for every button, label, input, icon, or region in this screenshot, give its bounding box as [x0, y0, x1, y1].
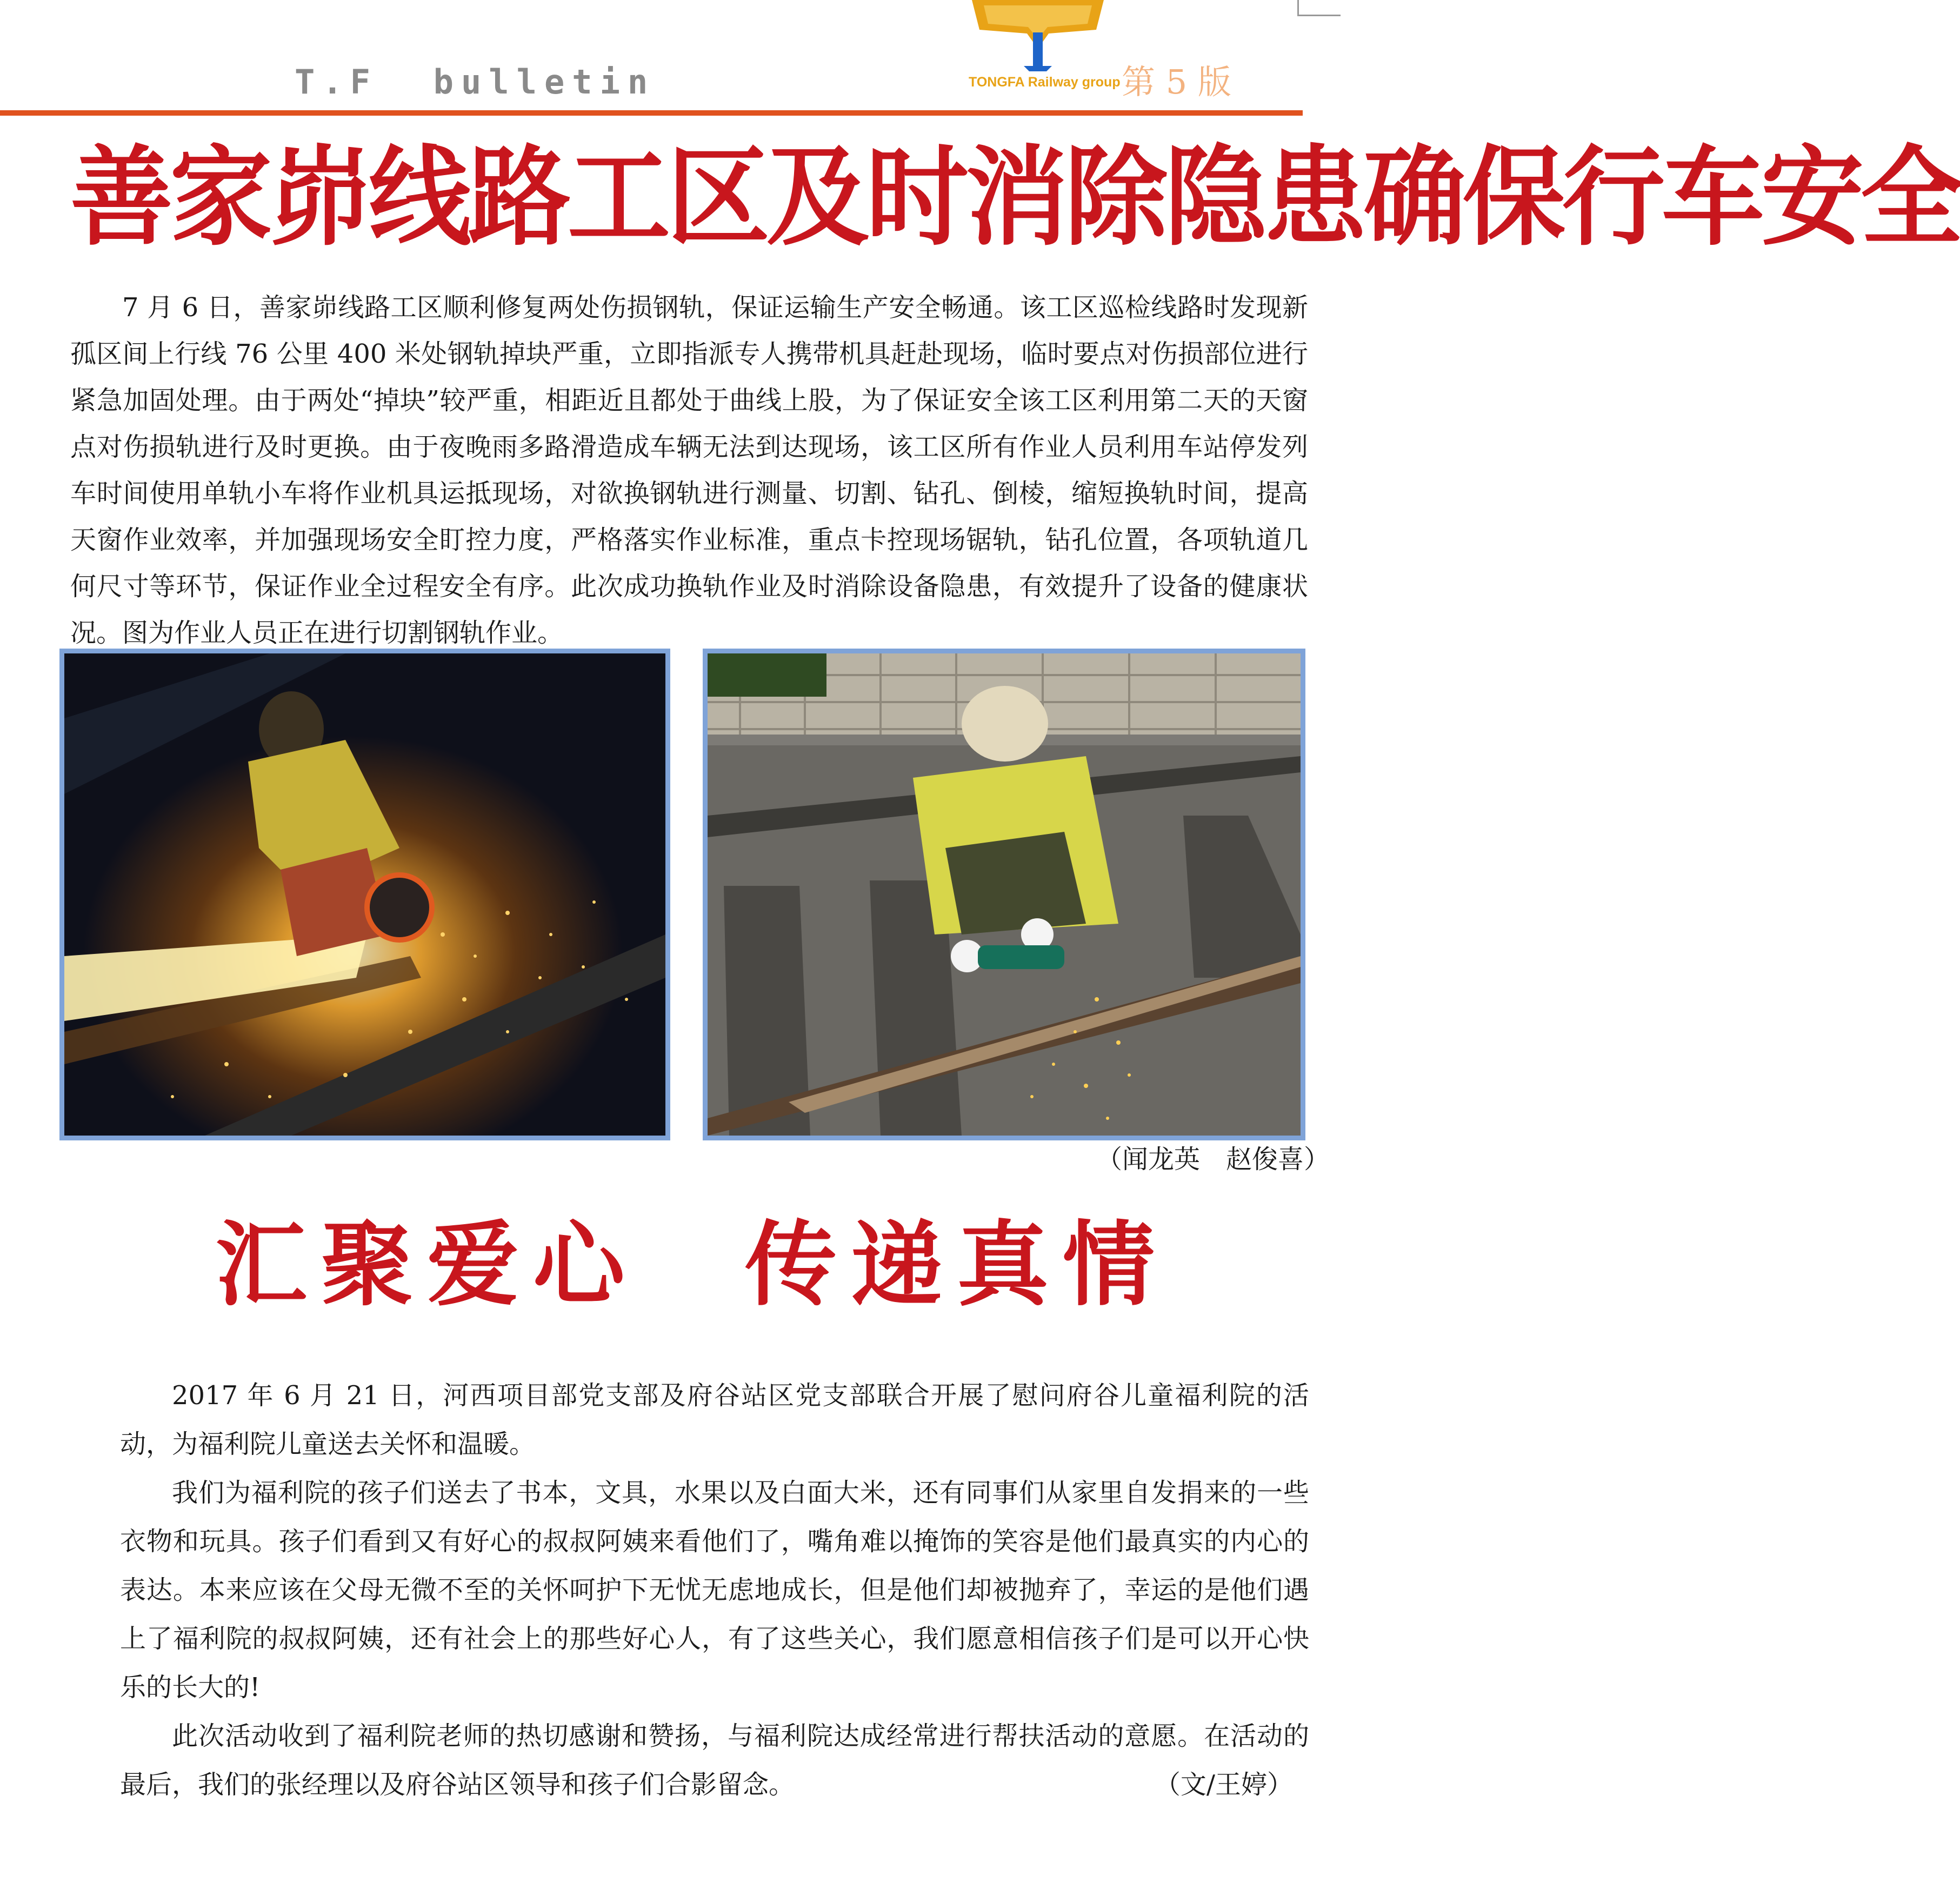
article1-body: [70, 284, 1308, 656]
photo-night-rail-cutting: [59, 649, 670, 1140]
bulletin-name: T.F bulletin: [295, 62, 656, 102]
article1-paragraph: 7 月 6 日，善家峁线路工区顺利修复两处伤损钢轨，保证运输生产安全畅通。该工区巡检线路时发现新孤区间上行线 76 公里 400 米处钢轨掉块严重，立即指派专人携带机具赶赴现场，临时要点对伤损部位进行紧急加固处理。由于两处“掉块”较严重，相距近且都处于曲线上股，为了保证安全该工区利用第二天的天窗点对伤损轨进行及时更换。由于夜晚雨多路滑造成车辆无法到达现场，该工区所有作业人员利用车站停发列车时间使用单轨小车将作业机具运抵现场，对欲换钢轨进行测量、切割、钻孔、倒棱，缩短换轨时间，提高天窗作业效率，并加强现场安全盯控力度，严格落实作业标准，重点卡控现场锯轨，钻孔位置，各项轨道几何尺寸等环节，保证作业全过程安全有序。此次成功换轨作业及时消除设备隐患，有效提升了设备的健康状况。图为作业人员正在进行切割钢轨作业。: [70, 292, 1308, 648]
logo-text: TONGFA Railway group: [969, 75, 1121, 90]
page-number: 第 5 版: [1122, 62, 1231, 102]
article2-paragraph-text: 此次活动收到了福利院老师的热切感谢和赞扬，与福利院达成经常进行帮扶活动的意愿。在活动的最后，我们的张经理以及府谷站区领导和孩子们合影留念。: [120, 1721, 1309, 1800]
article2-paragraph: 我们为福利院的孩子们送去了书本，文具，水果以及白面大米，还有同事们从家里自发捐来的一些衣物和玩具。孩子们看到又有好心的叔叔阿姨来看他们了，嘴角难以掩饰的笑容是他们最真实的内心的表达。本来应该在父母无微不至的关怀呵护下无忧无虑地成长，但是他们却被抛弃了，幸运的是他们遇上了福利院的叔叔阿姨，还有社会上的那些好心人，有了这些关心，我们愿意相信孩子们是可以开心快乐的长大的!: [120, 1478, 1309, 1703]
photo-day-rail-cutting: [703, 649, 1305, 1140]
page-corner-mark: [1297, 0, 1341, 16]
article1-title: 善家峁线路工区及时消除隐患确保行车安全: [70, 133, 1960, 261]
photo-credit: （闻龙英 赵俊喜）: [1096, 1144, 1330, 1174]
article2-paragraph: [120, 1712, 1309, 1809]
article2-body: [120, 1371, 1309, 1809]
header-divider: [0, 110, 1303, 116]
author-byline: （文/王婷）: [1154, 1770, 1293, 1800]
article2-title: 汇聚爱心 传递真情: [215, 1211, 1169, 1319]
article2-paragraph: 2017 年 6 月 21 日，河西项目部党支部及府谷站区党支部联合开展了慰问府谷儿童福利院的活动，为福利院儿童送去关怀和温暖。: [120, 1380, 1309, 1459]
